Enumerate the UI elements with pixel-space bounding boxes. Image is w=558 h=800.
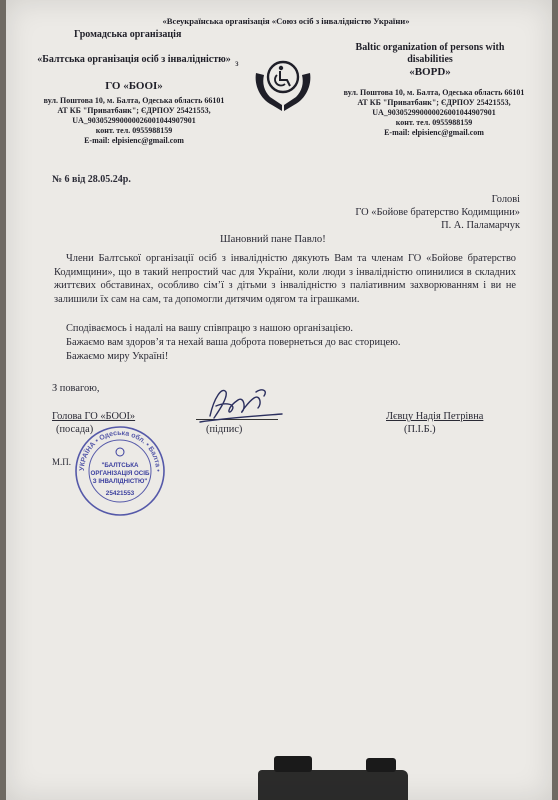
org-abbr-ua: ГО «БООІ» [105,80,163,92]
signer-position: Голова ГО «БООІ» [52,411,136,422]
scan-artifact [274,756,312,772]
signature-caption: (підпис) [206,424,243,435]
address: вул. Поштова 10, м. Балта, Одеська область 66101 [343,88,525,97]
signer-name: Лєвцу Надія Петрівна [386,411,484,422]
iban: UA_903052990000026001044907901 [72,116,196,125]
phone: конт. тел. 0955988159 [95,126,173,135]
email: E-mail: elpisienc@gmail.com [384,128,484,137]
letter-line-cooperation: Сподіваємось і надалі на вашу співпрацю з нашою організацією. [66,323,354,334]
stamp-code: 25421553 [105,490,135,497]
stamp-line-2: ОРГАНІЗАЦІЯ ОСІБ [90,470,150,477]
separator-mark: з [235,58,239,68]
stamp-line-1: "БАЛТСЬКА [101,462,139,469]
seal-place-label: М.П. [52,457,72,467]
org-name-ua: «Балтська організація осіб з інвалідністю» [37,54,231,65]
addressee-block [246,193,520,232]
handwritten-signature-icon [196,378,286,428]
org-contacts-ua [26,96,242,146]
wheelchair-hands-logo-icon [250,55,316,117]
bank-info: АТ КБ "Приватбанк"; ЄДРПОУ 25421553, [57,106,211,115]
organization-stamp-icon [74,425,166,517]
org-contacts-en [326,88,542,138]
iban: UA_903052990000026001044907901 [372,108,496,117]
greeting: Шановний пане Павло! [220,234,326,245]
address: вул. Поштова 10, м. Балта, Одеська область 66101 [43,96,225,105]
stamp-outer-text: УКРАЇНА • Одеська обл. • Балта • [78,429,162,472]
phone: конт. тел. 0955988159 [395,118,473,127]
regards: З повагою, [52,383,100,394]
letter-paragraph: Члени Балтської організації осіб з інвалідністю дякують Вам та членам ГО «Бойове братерство Кодимщини», що в такий непростий час для України, коли люди з інвалідністю опинилися в складних життєвих обставинах, особливо сім’ї з дітьми з інвалідністю з паліативним захворюванням і ви не залишили їх сам на сам, та допомогли дитячим одягом та іграшками. [54,253,516,305]
scan-artifact [366,758,396,772]
addressee-name: П. А. Паламарчук [441,220,520,231]
addressee-org: ГО «Бойове братерство Кодимщини» [355,207,520,218]
union-header: «Всеукраїнська організація «Союз осіб з інвалідністю України» [162,16,410,26]
letter-page [6,0,552,800]
position-caption: (посада) [56,424,94,435]
scan-artifact [258,770,408,800]
org-abbr-en: «BOPD» [409,66,451,78]
letter-line-peace: Бажаємо миру Україні! [66,351,169,362]
hromadska-label: Громадська організація [74,29,182,40]
addressee-title: Голові [491,194,520,205]
bank-info: АТ КБ "Приватбанк"; ЄДРПОУ 25421553, [357,98,511,107]
email: E-mail: elpisienc@gmail.com [84,136,184,145]
stamp-line-3: З ІНВАЛІДНІСТЮ" [92,478,148,485]
letter-number: № 6 від 28.05.24р. [52,174,131,185]
org-name-en: Baltic organization of persons with disabilities [355,42,505,65]
letter-line-health: Бажаємо вам здоров’я та нехай ваша доброта повернеться до вас сторицею. [66,337,401,348]
name-caption: (П.І.Б.) [404,424,436,435]
